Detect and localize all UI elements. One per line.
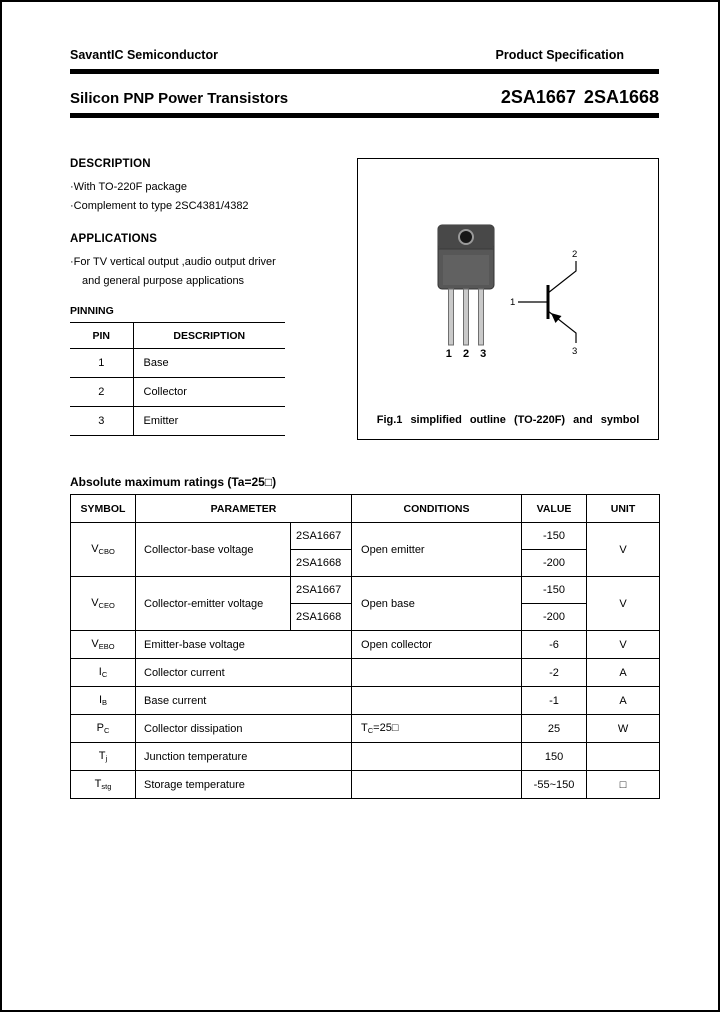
pinning-header-pin: PIN (70, 323, 133, 349)
model-cell: 2SA1667 (291, 577, 352, 604)
parameter-cell: Junction temperature (136, 743, 352, 771)
condition-subscript: C (367, 726, 374, 735)
parameter-cell: Collector-emitter voltage (136, 577, 291, 631)
package-pin-numbers: 1 2 3 (445, 348, 491, 360)
symbol-cell (71, 631, 136, 659)
symbol-pin-collector-label: 2 (572, 249, 578, 260)
ratings-table (70, 494, 660, 799)
symbol-text: V (91, 597, 99, 609)
unit-cell: A (587, 687, 660, 715)
value-cell: -150 (522, 523, 587, 550)
ratings-header-parameter: PARAMETER (136, 495, 352, 523)
table-row (70, 407, 285, 436)
symbol-subscript: C (103, 726, 110, 735)
table-row (71, 659, 660, 687)
package-lead (449, 289, 454, 345)
parameter-cell: Storage temperature (136, 771, 352, 799)
pinning-header-row (70, 323, 285, 349)
pin-number: 1 (70, 349, 133, 378)
value-cell: -150 (522, 577, 587, 604)
parameter-cell: Collector-base voltage (136, 523, 291, 577)
description-item: ·With TO-220F package (70, 181, 187, 193)
table-row (71, 631, 660, 659)
value-cell: -6 (522, 631, 587, 659)
pinning-header-description: DESCRIPTION (133, 323, 285, 349)
unit-cell: W (587, 715, 660, 743)
symbol-subscript: CBO (98, 547, 115, 556)
value-cell: -200 (522, 604, 587, 631)
symbol-text: V (91, 543, 99, 555)
symbol-emitter-lead (548, 311, 576, 343)
condition-cell: Open base (352, 577, 522, 631)
table-row (71, 771, 660, 799)
ratings-header-conditions: CONDITIONS (352, 495, 522, 523)
symbol-cell (71, 715, 136, 743)
package-lead (464, 289, 469, 345)
table-row (70, 378, 285, 407)
symbol-subscript: B (102, 698, 108, 707)
value-cell: -200 (522, 550, 587, 577)
symbol-subscript: CEO (98, 601, 115, 610)
part-numbers: 2SA1667 2SA1668 (500, 87, 659, 107)
ratings-heading: Absolute maximum ratings (Ta=25□) (70, 475, 277, 489)
pin-description: Base (133, 349, 285, 378)
unit-cell: V (587, 523, 660, 577)
parameter-cell: Base current (136, 687, 352, 715)
symbol-subscript: C (101, 670, 108, 679)
symbol-text: T (94, 778, 102, 790)
value-cell: 25 (522, 715, 587, 743)
symbol-cell (71, 659, 136, 687)
applications-section (70, 233, 360, 291)
ratings-header-value: VALUE (522, 495, 587, 523)
figure-caption: Fig.1 simplified outline (TO-220F) and symbol (376, 414, 640, 426)
symbol-subscript: stg (101, 782, 112, 791)
table-row (71, 577, 660, 604)
model-cell: 2SA1668 (291, 550, 352, 577)
table-row (71, 687, 660, 715)
model-cell: 2SA1668 (291, 604, 352, 631)
condition-text: T (361, 722, 368, 734)
description-section (70, 158, 360, 216)
unit-cell: A (587, 659, 660, 687)
table-row (71, 743, 660, 771)
ratings-header-row (71, 495, 660, 523)
description-item: ·Complement to type 2SC4381/4382 (70, 200, 249, 212)
mounting-hole-icon (459, 230, 473, 244)
ratings-header-unit: UNIT (587, 495, 660, 523)
condition-cell: Open emitter (352, 523, 522, 577)
emitter-arrow-icon (551, 313, 562, 323)
applications-item: ·For TV vertical output ,audio output driver (70, 256, 276, 268)
package-lead (479, 289, 484, 345)
pin-number: 3 (70, 407, 133, 436)
figure-box (357, 158, 659, 440)
divider-bar-title (70, 113, 659, 118)
table-row (71, 715, 660, 743)
page-header (70, 48, 659, 62)
symbol-text: V (91, 638, 99, 650)
symbol-subscript: EBO (98, 642, 115, 651)
pinning-table (70, 322, 285, 436)
unit-cell (587, 743, 660, 771)
symbol-collector-lead (548, 261, 576, 293)
symbol-text: I (98, 694, 103, 706)
parameter-cell: Collector dissipation (136, 715, 352, 743)
applications-heading: APPLICATIONS (70, 233, 158, 245)
condition-cell (352, 715, 522, 743)
pin-number: 2 (70, 378, 133, 407)
pnp-symbol-drawing (508, 247, 623, 362)
symbol-cell (71, 687, 136, 715)
table-row (70, 349, 285, 378)
symbol-pin-base-label: 1 (510, 297, 516, 308)
symbol-cell (71, 523, 136, 577)
condition-cell (352, 771, 522, 799)
symbol-pin-emitter-label: 3 (572, 346, 578, 357)
table-row (71, 523, 660, 550)
value-cell: -2 (522, 659, 587, 687)
spec-label: Product Specification (495, 48, 624, 62)
parameter-cell: Emitter-base voltage (136, 631, 352, 659)
value-cell: 150 (522, 743, 587, 771)
condition-cell (352, 659, 522, 687)
condition-text: =25□ (373, 722, 399, 734)
package-face (443, 255, 489, 285)
symbol-subscript: j (105, 754, 108, 763)
model-cell: 2SA1667 (291, 523, 352, 550)
page-title: Silicon PNP Power Transistors (70, 90, 289, 107)
unit-cell: □ (587, 771, 660, 799)
title-row (70, 87, 659, 108)
parameter-cell: Collector current (136, 659, 352, 687)
company-name: SavantIC Semiconductor (70, 48, 218, 62)
condition-cell: Open collector (352, 631, 522, 659)
symbol-text: P (96, 722, 104, 734)
unit-cell: V (587, 577, 660, 631)
pin-description: Collector (133, 378, 285, 407)
pin-description: Emitter (133, 407, 285, 436)
pinning-heading: PINNING (70, 305, 114, 317)
condition-cell (352, 687, 522, 715)
condition-cell (352, 743, 522, 771)
symbol-cell (71, 743, 136, 771)
description-heading: DESCRIPTION (70, 158, 151, 170)
to220f-package-drawing (413, 219, 523, 349)
value-cell: -1 (522, 687, 587, 715)
value-cell: -55~150 (522, 771, 587, 799)
ratings-header-symbol: SYMBOL (71, 495, 136, 523)
symbol-cell (71, 771, 136, 799)
symbol-text: T (98, 750, 106, 762)
symbol-cell (71, 577, 136, 631)
unit-cell: V (587, 631, 660, 659)
applications-item: and general purpose applications (82, 275, 245, 287)
divider-bar-top (70, 69, 659, 74)
symbol-text: I (98, 666, 102, 678)
